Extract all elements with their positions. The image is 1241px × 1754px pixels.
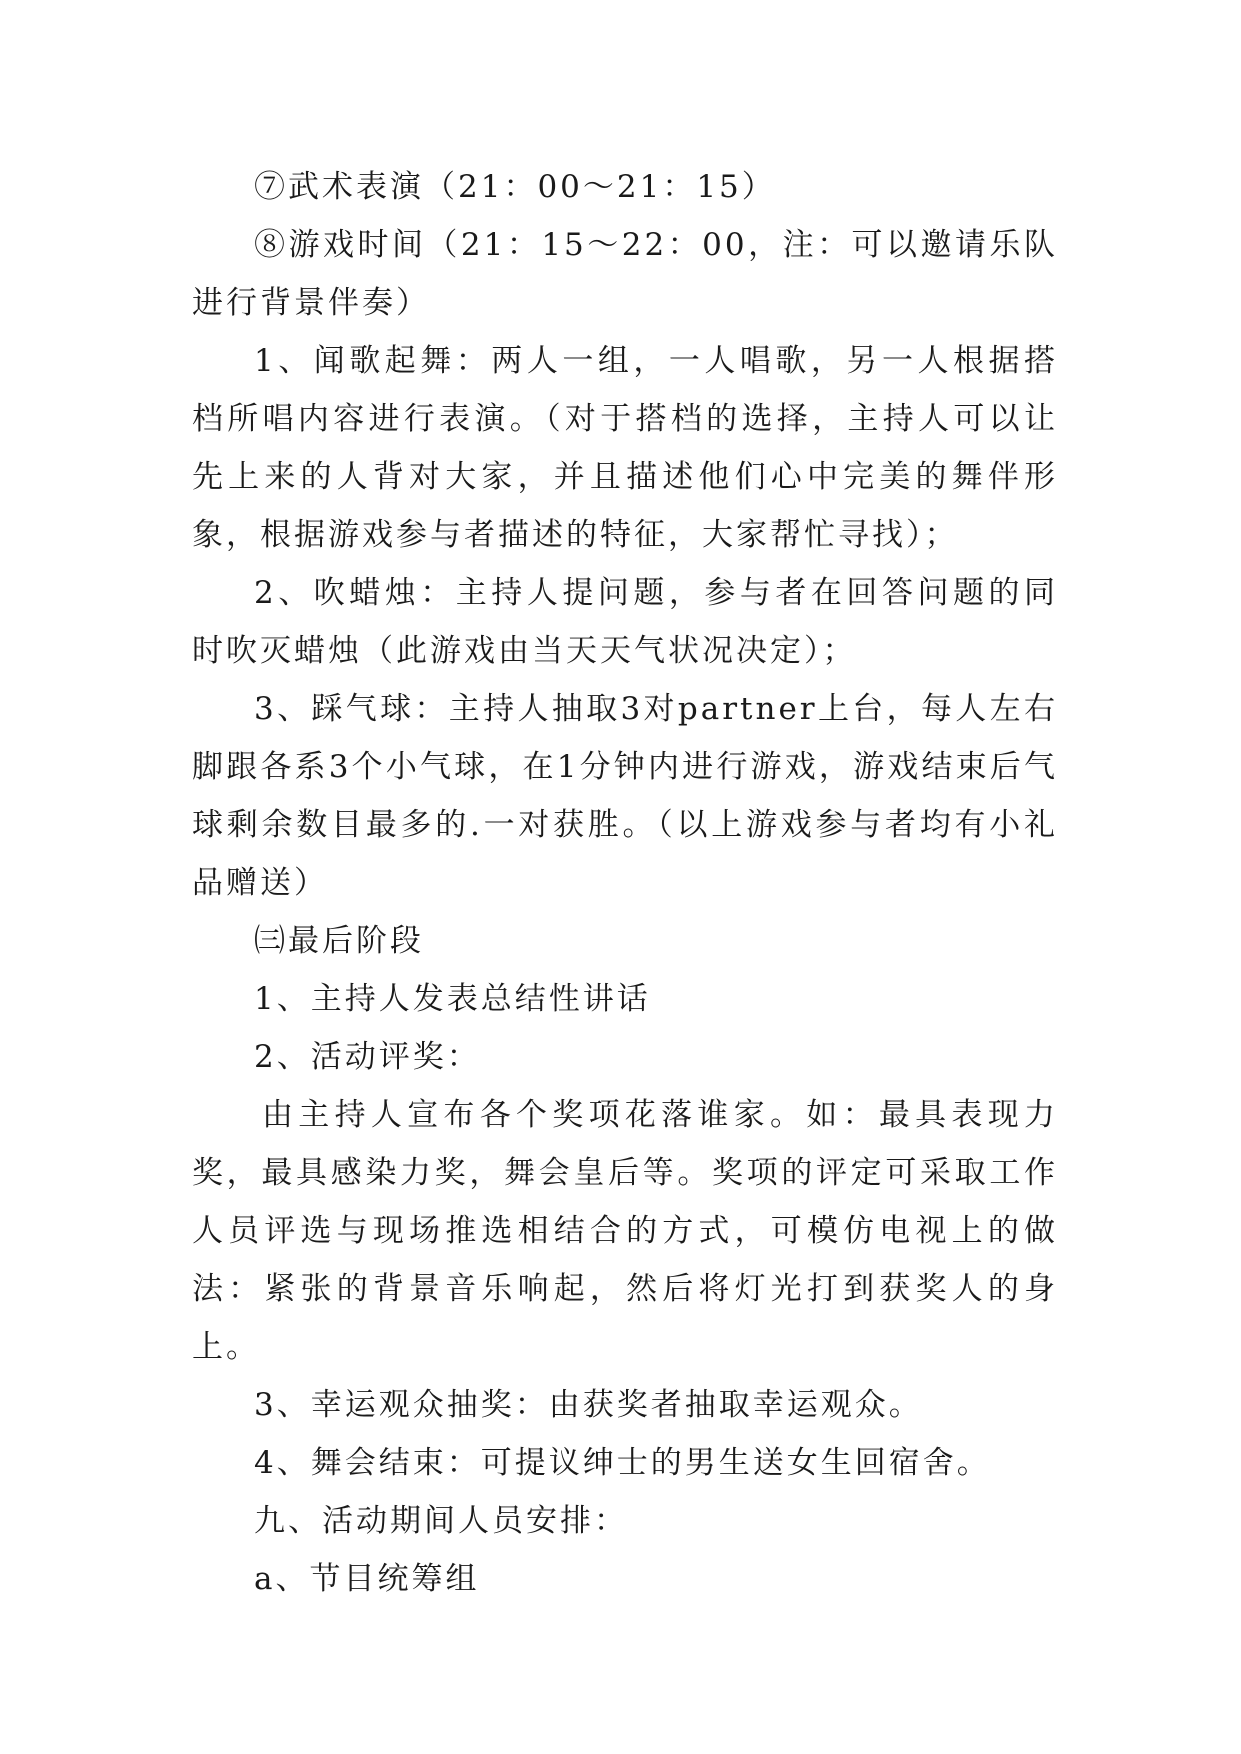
paragraph-game-1: 1、闻歌起舞：两人一组，一人唱歌，另一人根据搭档所唱内容进行表演。（对于搭档的选择，主持人可以让先上来的人背对大家，并且描述他们心中完美的舞伴形象，根据游戏参与者描述的特征，大家帮忙寻找）； <box>192 343 1058 553</box>
paragraph-game-2: 2、吹蜡烛：主持人提问题，参与者在回答问题的同时吹灭蜡烛（此游戏由当天天气状况决定）； <box>192 575 1058 669</box>
paragraph-final-2: 2、活动评奖： <box>254 1039 481 1075</box>
document-body <box>192 158 1058 1608</box>
paragraph-martial-arts: ⑦武术表演（21：00～21：15） <box>254 169 776 205</box>
paragraph-staff-a: a、节目统筹组 <box>254 1561 480 1597</box>
paragraph-final-4: 4、舞会结束：可提议绅士的男生送女生回宿舍。 <box>254 1445 991 1481</box>
paragraph-game-3: 3、踩气球：主持人抽取3对partner上台，每人左右脚跟各系3个小气球，在1分钟内进行游戏，游戏结束后气球剩余数目最多的.一对获胜。（以上游戏参与者均有小礼品赠送） <box>192 691 1058 901</box>
paragraph-final-3: 3、幸运观众抽奖：由获奖者抽取幸运观众。 <box>254 1387 923 1423</box>
paragraph-final-1: 1、主持人发表总结性讲话 <box>254 981 651 1017</box>
paragraph-game-time: ⑧游戏时间（21：15～22：00，注：可以邀请乐队进行背景伴奏） <box>192 227 1058 321</box>
section-heading-final-stage: ㈢最后阶段 <box>254 923 424 959</box>
paragraph-awards-detail: 由主持人宣布各个奖项花落谁家。如：最具表现力奖，最具感染力奖，舞会皇后等。奖项的评定可采取工作人员评选与现场推选相结合的方式，可模仿电视上的做法：紧张的背景音乐响起，然后将灯光打到获奖人的身上。 <box>192 1097 1058 1365</box>
section-heading-staff: 九、活动期间人员安排： <box>254 1503 628 1539</box>
